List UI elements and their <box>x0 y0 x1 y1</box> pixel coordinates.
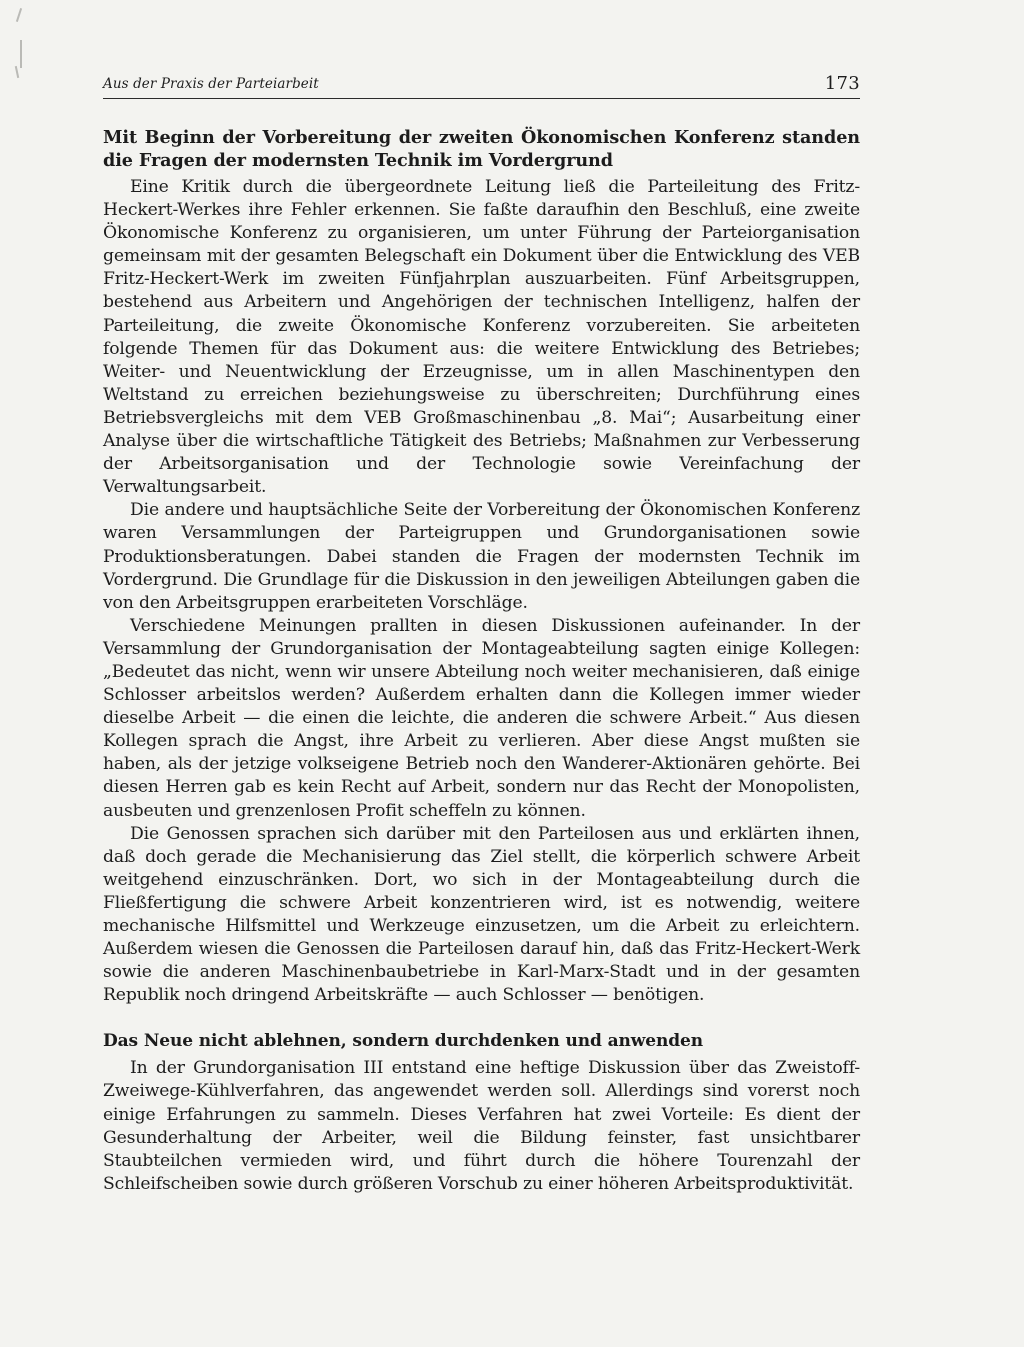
page-number: 173 <box>824 73 860 94</box>
running-header <box>103 74 860 99</box>
section-heading-modern-technology: Mit Beginn der Vorbereitung der zweiten Ökonomischen Konferenz standen die Fragen der modernsten Technik im Vordergrund <box>103 127 860 171</box>
paragraph-criticism-and-working-groups: Eine Kritik durch die übergeordnete Leitung ließ die Parteileitung des Fritz-Heckert-Werkes ihre Fehler erkennen. Sie faßte daraufhin den Beschluß, eine zweite Ökonomische Konferenz zu organisieren, um unter Führung der Parteiorganisation gemeinsam mit der gesamten Belegschaft ein Dokument über die Entwicklung des VEB Fritz-Heckert-Werk im zweiten Fünfjahrplan auszuarbeiten. Fünf Arbeitsgruppen, bestehend aus Arbeitern und Angehörigen der technischen Intelligenz, halfen der Parteileitung, die zweite Ökonomische Konferenz vorzubereiten. Sie arbeiteten folgende Themen für das Dokument aus: die weitere Entwicklung des Betriebes; Weiter- und Neuentwicklung der Erzeugnisse, um in allen Maschinentypen den Weltstand zu erreichen beziehungsweise zu überschreiten; Durchführung eines Betriebsvergleichs mit dem VEB Großmaschinenbau „8. Mai“; Ausarbeitung einer Analyse über die wirtschaftliche Tätigkeit des Betriebs; Maßnahmen zur Verbesserung der Arbeitsorganisation und der Technologie sowie Vereinfachung der Verwaltungsarbeit. <box>103 177 860 498</box>
paragraph-differing-opinions: Verschiedene Meinungen prallten in diesen Diskussionen aufeinander. In der Versammlung der Grundorganisation der Montageabteilung sagten einige Kollegen: „Bedeutet das nicht, wenn wir unsere Abteilung noch weiter mechanisieren, daß einige Schlosser arbeitslos werden? Außerdem erhalten dann die Kollegen immer wieder dieselbe Arbeit — die einen die leichte, die anderen die schwere Arbeit.“ Aus diesen Kollegen sprach die Angst, ihre Arbeit zu verlieren. Aber diese Angst mußten sie haben, als der jetzige volkseigene Betrieb noch den Wanderer-Aktionären gehörte. Bei diesen Herren gab es kein Recht auf Arbeit, sondern nur das Recht der Monopolisten, ausbeuten und grenzenlosen Profit scheffeln zu können. <box>103 615 860 821</box>
running-title: Aus der Praxis der Parteiarbeit <box>103 76 319 92</box>
paragraph-mechanization-explained: Die Genossen sprachen sich darüber mit den Parteilosen aus und erklärten ihnen, daß doch gerade die Mechanisierung das Ziel stellt, die körperlich schwere Arbeit weitgehend einzuschränken. Dort, wo sich in der Montageabteilung durch die Fließfertigung die schwere Arbeit konzentrieren wird, ist es notwendig, weitere mechanische Hilfsmittel und Werkzeuge einzusetzen, um die Arbeit zu erleichtern. Außerdem wiesen die Genossen die Parteilosen darauf hin, daß das Fritz-Heckert-Werk sowie die anderen Maschinenbaubetriebe in Karl-Marx-Stadt und in der gesamten Republik noch dringend Arbeitskräfte — auch Schlosser — benötigen. <box>103 823 860 1006</box>
paragraph-cooling-process: In der Grundorganisation III entstand eine heftige Diskussion über das Zweistoff-Zweiwege-Kühlverfahren, das angewendet werden soll. Allerdings sind vorerst noch einige Erfahrungen zu sammeln. Dieses Verfahren hat zwei Vorteile: Es dient der Gesunderhaltung der Arbeiter, weil die Bildung feinster, fast unsichtbarer Staubteilchen vermieden wird, und führt durch die höhere Tourenzahl der Schleifscheiben sowie durch größeren Vorschub zu einer höheren Arbeitsproduktivität. <box>103 1058 860 1194</box>
scan-artifact-mark <box>16 8 22 22</box>
paragraph-party-group-meetings: Die andere und hauptsächliche Seite der Vorbereitung der Ökonomischen Konferenz waren Versammlungen der Parteigruppen und Grundorganisationen sowie Produktionsberatungen. Dabei standen die Fragen der modernsten Technik im Vordergrund. Die Grundlage für die Diskussion in den jeweiligen Abteilungen gaben die von den Arbeitsgruppen erarbeiteten Vorschläge. <box>103 500 860 613</box>
scan-artifact-mark <box>20 40 22 68</box>
scan-artifact-mark <box>15 66 19 78</box>
section-heading-the-new: Das Neue nicht ablehnen, sondern durchdenken und anwenden <box>103 1031 704 1052</box>
page-content <box>103 126 860 1196</box>
